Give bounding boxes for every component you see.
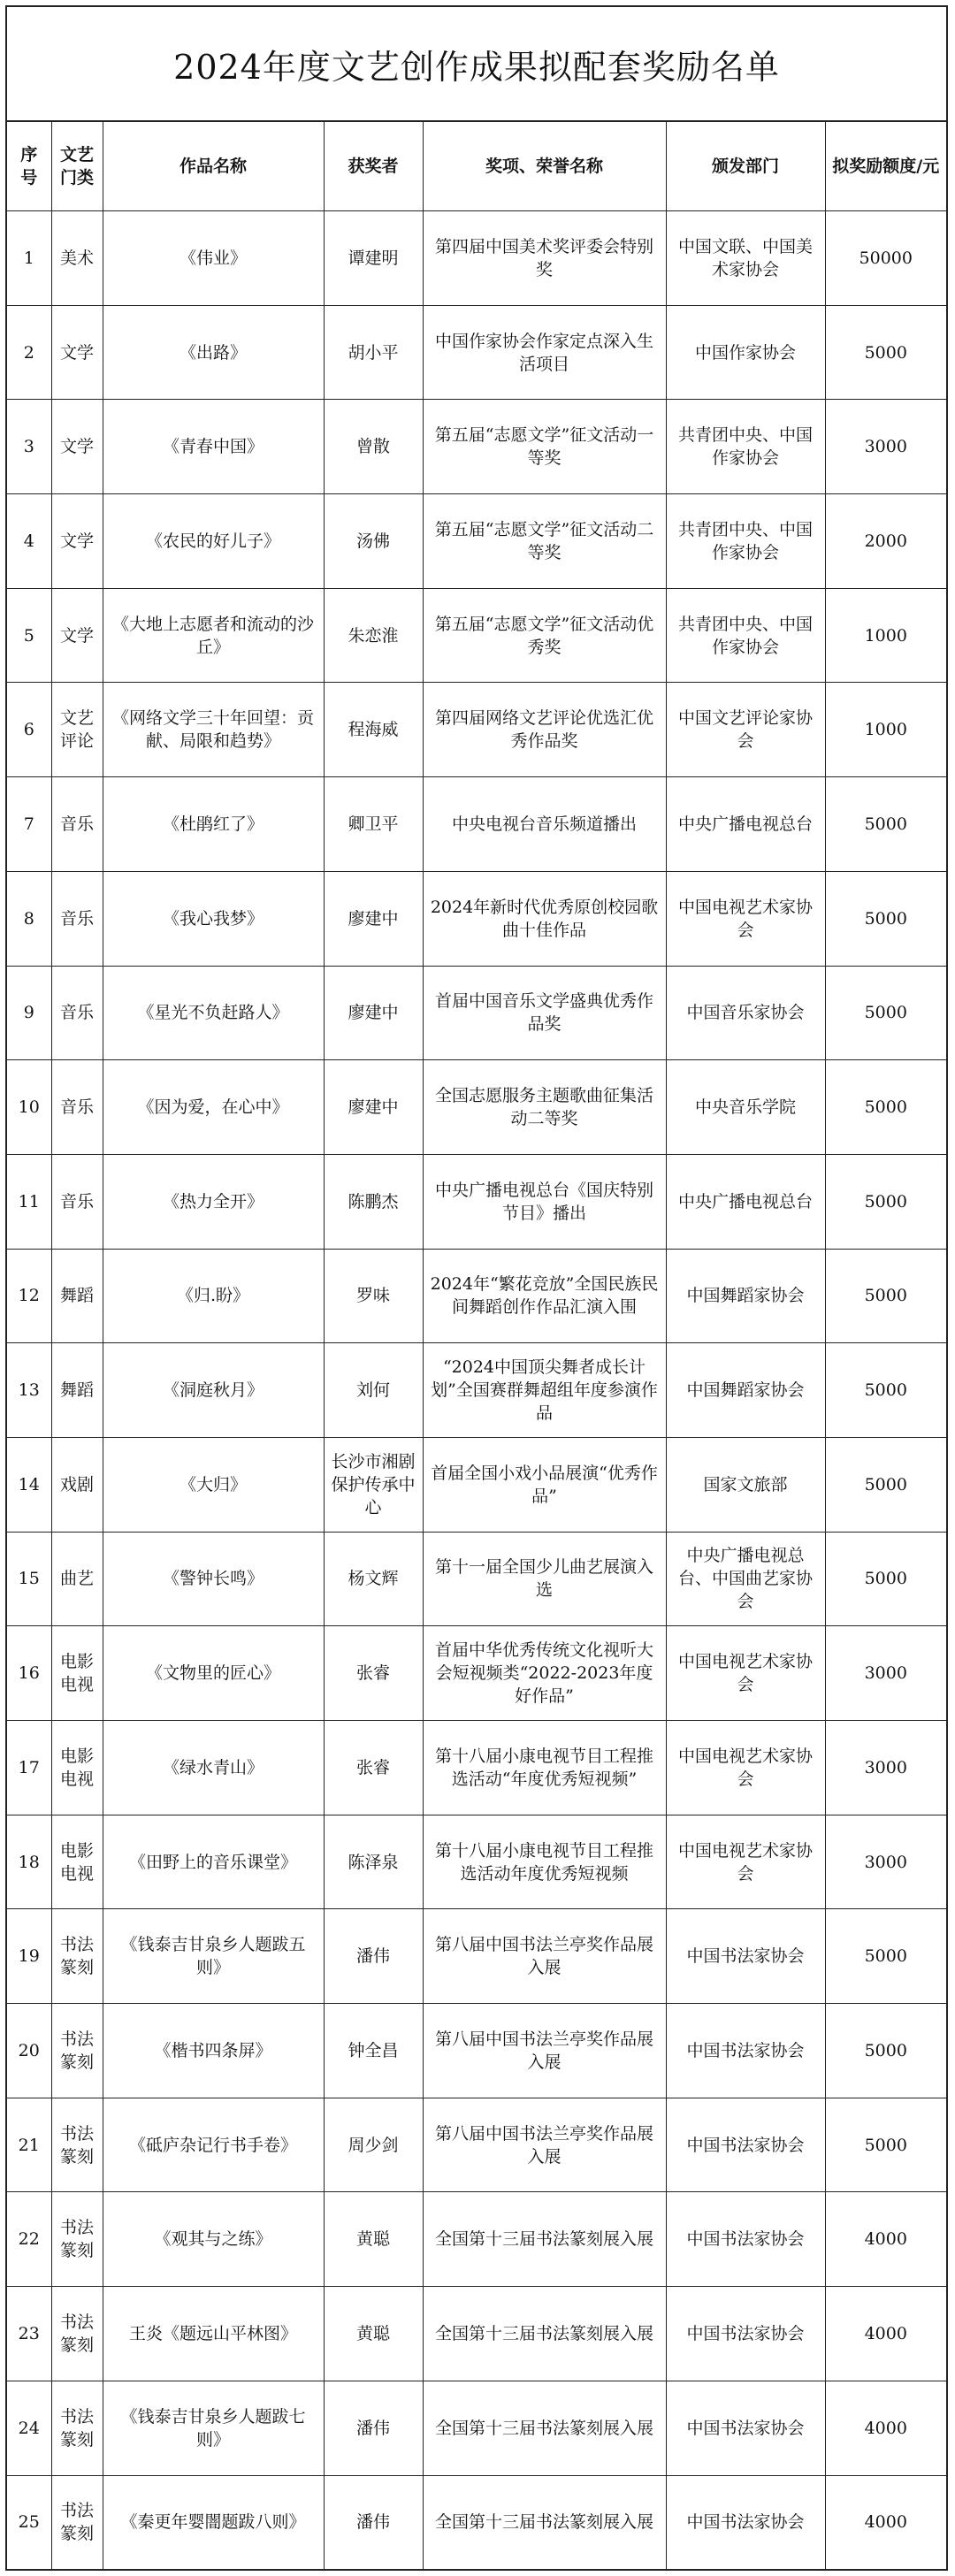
col-category-cell: 书法篆刻	[51, 2287, 103, 2381]
col-category-cell: 书法篆刻	[51, 2004, 103, 2098]
col-index-cell: 22	[7, 2192, 51, 2287]
col-amount-cell: 5000	[825, 2098, 946, 2192]
col-amount-cell: 5000	[825, 1154, 946, 1249]
col-award-name-cell: 全国第十三届书法篆刻展入展	[423, 2192, 666, 2287]
col-winner-cell: 黄聪	[324, 2192, 423, 2287]
table-row	[7, 2475, 946, 2570]
col-issuer-cell: 中央音乐学院	[666, 1060, 825, 1155]
col-winner-cell: 罗味	[324, 1249, 423, 1343]
col-work-title-cell: 《洞庭秋月》	[103, 1343, 324, 1438]
table-row	[7, 1532, 946, 1626]
col-award-name-cell: 第八届中国书法兰亭奖作品展入展	[423, 2098, 666, 2192]
col-issuer-cell: 中国舞蹈家协会	[666, 1249, 825, 1343]
title-box	[7, 7, 946, 122]
col-issuer-cell: 中国文艺评论家协会	[666, 683, 825, 777]
col-award-name-cell: “2024中国顶尖舞者成长计划”全国赛群舞超组年度参演作品	[423, 1343, 666, 1438]
col-award-name-cell: 首届全国小戏小品展演“优秀作品”	[423, 1437, 666, 1532]
col-index-cell: 6	[7, 683, 51, 777]
col-work-title-cell: 《文物里的匠心》	[103, 1626, 324, 1721]
col-work-title-cell: 《砥庐杂记行书手卷》	[103, 2098, 324, 2192]
col-issuer-cell: 中国文联、中国美术家协会	[666, 211, 825, 306]
col-winner-cell: 刘何	[324, 1343, 423, 1438]
document-page	[5, 5, 948, 2571]
table-row	[7, 871, 946, 966]
col-work-title-cell: 《网络文学三十年回望：贡献、局限和趋势》	[103, 683, 324, 777]
col-amount-cell: 3000	[825, 400, 946, 494]
table-row	[7, 2192, 946, 2287]
col-issuer-cell: 中国电视艺术家协会	[666, 1721, 825, 1815]
col-winner-cell: 潘伟	[324, 2475, 423, 2570]
table-row	[7, 683, 946, 777]
col-category-cell: 舞蹈	[51, 1343, 103, 1438]
col-award-name-cell: 中央电视台音乐频道播出	[423, 777, 666, 872]
col-work-title-cell: 《秦更年婴闇题跋八则》	[103, 2475, 324, 2570]
col-issuer-cell: 中国音乐家协会	[666, 966, 825, 1060]
col-work-title-cell: 《农民的好儿子》	[103, 494, 324, 589]
table-row	[7, 1721, 946, 1815]
col-issuer-cell: 共青团中央、中国作家协会	[666, 494, 825, 589]
col-index-cell: 16	[7, 1626, 51, 1721]
col-winner-cell: 廖建中	[324, 966, 423, 1060]
col-work-title-cell: 《警钟长鸣》	[103, 1532, 324, 1626]
col-award-name-cell: 第十八届小康电视节目工程推选活动年度优秀短视频	[423, 1815, 666, 1909]
col-issuer-cell: 中国电视艺术家协会	[666, 1626, 825, 1721]
col-category-cell: 文学	[51, 305, 103, 400]
col-category-cell: 文学	[51, 494, 103, 589]
col-work-title-cell: 《归.盼》	[103, 1249, 324, 1343]
table-row	[7, 1815, 946, 1909]
col-index-cell: 2	[7, 305, 51, 400]
col-winner-cell: 胡小平	[324, 305, 423, 400]
header-col-work-title: 作品名称	[103, 122, 324, 211]
col-award-name-cell: 中国作家协会作家定点深入生活项目	[423, 305, 666, 400]
col-award-name-cell: 全国志愿服务主题歌曲征集活动二等奖	[423, 1060, 666, 1155]
col-award-name-cell: 2024年新时代优秀原创校园歌曲十佳作品	[423, 871, 666, 966]
col-work-title-cell: 《绿水青山》	[103, 1721, 324, 1815]
col-issuer-cell: 中央广播电视总台	[666, 1154, 825, 1249]
col-category-cell: 书法篆刻	[51, 2475, 103, 2570]
col-issuer-cell: 中国书法家协会	[666, 2004, 825, 2098]
col-amount-cell: 3000	[825, 1721, 946, 1815]
col-category-cell: 戏剧	[51, 1437, 103, 1532]
col-category-cell: 电影电视	[51, 1721, 103, 1815]
col-index-cell: 10	[7, 1060, 51, 1155]
col-winner-cell: 陈泽泉	[324, 1815, 423, 1909]
col-winner-cell: 钟全昌	[324, 2004, 423, 2098]
col-winner-cell: 朱恋淮	[324, 588, 423, 683]
col-index-cell: 14	[7, 1437, 51, 1532]
col-category-cell: 文学	[51, 588, 103, 683]
col-work-title-cell: 《热力全开》	[103, 1154, 324, 1249]
col-amount-cell: 5000	[825, 305, 946, 400]
col-amount-cell: 5000	[825, 2004, 946, 2098]
header-row	[7, 122, 946, 211]
col-amount-cell: 5000	[825, 1343, 946, 1438]
col-index-cell: 25	[7, 2475, 51, 2570]
col-category-cell: 音乐	[51, 1060, 103, 1155]
col-index-cell: 8	[7, 871, 51, 966]
table-row	[7, 2098, 946, 2192]
col-work-title-cell: 王炎《题远山平林图》	[103, 2287, 324, 2381]
table-row	[7, 2381, 946, 2475]
table-row	[7, 588, 946, 683]
col-winner-cell: 张睿	[324, 1721, 423, 1815]
table-row	[7, 1437, 946, 1532]
col-category-cell: 曲艺	[51, 1532, 103, 1626]
col-index-cell: 18	[7, 1815, 51, 1909]
col-amount-cell: 5000	[825, 1909, 946, 2004]
col-index-cell: 1	[7, 211, 51, 306]
header-col-issuer: 颁发部门	[666, 122, 825, 211]
col-category-cell: 电影电视	[51, 1626, 103, 1721]
col-index-cell: 17	[7, 1721, 51, 1815]
col-index-cell: 12	[7, 1249, 51, 1343]
col-winner-cell: 曾散	[324, 400, 423, 494]
col-work-title-cell: 《伟业》	[103, 211, 324, 306]
table-row	[7, 2004, 946, 2098]
col-winner-cell: 谭建明	[324, 211, 423, 306]
table-row	[7, 1626, 946, 1721]
col-work-title-cell: 《田野上的音乐课堂》	[103, 1815, 324, 1909]
col-category-cell: 文学	[51, 400, 103, 494]
col-work-title-cell: 《钱泰吉甘泉乡人题跋五则》	[103, 1909, 324, 2004]
col-issuer-cell: 中央广播电视总台	[666, 777, 825, 872]
col-issuer-cell: 国家文旅部	[666, 1437, 825, 1532]
col-index-cell: 21	[7, 2098, 51, 2192]
col-index-cell: 7	[7, 777, 51, 872]
col-category-cell: 书法篆刻	[51, 1909, 103, 2004]
header-col-category: 文艺门类	[51, 122, 103, 211]
col-amount-cell: 4000	[825, 2475, 946, 2570]
col-amount-cell: 5000	[825, 777, 946, 872]
col-category-cell: 美术	[51, 211, 103, 306]
table-row	[7, 1909, 946, 2004]
col-category-cell: 音乐	[51, 777, 103, 872]
col-amount-cell: 5000	[825, 966, 946, 1060]
col-category-cell: 音乐	[51, 871, 103, 966]
col-award-name-cell: 首届中国音乐文学盛典优秀作品奖	[423, 966, 666, 1060]
col-winner-cell: 卿卫平	[324, 777, 423, 872]
col-award-name-cell: 全国第十三届书法篆刻展入展	[423, 2381, 666, 2475]
col-category-cell: 书法篆刻	[51, 2192, 103, 2287]
col-work-title-cell: 《大地上志愿者和流动的沙丘》	[103, 588, 324, 683]
table-row	[7, 305, 946, 400]
col-amount-cell: 4000	[825, 2381, 946, 2475]
col-index-cell: 24	[7, 2381, 51, 2475]
col-award-name-cell: 第五届“志愿文学”征文活动一等奖	[423, 400, 666, 494]
col-amount-cell: 4000	[825, 2287, 946, 2381]
table-row	[7, 400, 946, 494]
table-row	[7, 2287, 946, 2381]
col-award-name-cell: 第八届中国书法兰亭奖作品展入展	[423, 2004, 666, 2098]
col-category-cell: 电影电视	[51, 1815, 103, 1909]
col-category-cell: 书法篆刻	[51, 2098, 103, 2192]
table-row	[7, 211, 946, 306]
table-row	[7, 966, 946, 1060]
col-winner-cell: 黄聪	[324, 2287, 423, 2381]
col-award-name-cell: 第四届中国美术奖评委会特别奖	[423, 211, 666, 306]
col-winner-cell: 汤佛	[324, 494, 423, 589]
col-index-cell: 20	[7, 2004, 51, 2098]
col-category-cell: 音乐	[51, 1154, 103, 1249]
table-body	[7, 211, 946, 2570]
col-index-cell: 3	[7, 400, 51, 494]
col-category-cell: 书法篆刻	[51, 2381, 103, 2475]
header-col-index: 序号	[7, 122, 51, 211]
col-category-cell: 文艺评论	[51, 683, 103, 777]
col-award-name-cell: 第八届中国书法兰亭奖作品展入展	[423, 1909, 666, 2004]
col-issuer-cell: 中国书法家协会	[666, 2192, 825, 2287]
col-winner-cell: 长沙市湘剧保护传承中心	[324, 1437, 423, 1532]
col-winner-cell: 潘伟	[324, 2381, 423, 2475]
col-winner-cell: 程海威	[324, 683, 423, 777]
award-table	[7, 122, 946, 2570]
col-award-name-cell: 第五届“志愿文学”征文活动优秀奖	[423, 588, 666, 683]
col-amount-cell: 1000	[825, 588, 946, 683]
col-work-title-cell: 《星光不负赶路人》	[103, 966, 324, 1060]
col-issuer-cell: 中国电视艺术家协会	[666, 1815, 825, 1909]
col-amount-cell: 3000	[825, 1626, 946, 1721]
col-award-name-cell: 全国第十三届书法篆刻展入展	[423, 2287, 666, 2381]
header-col-award-name: 奖项、荣誉名称	[423, 122, 666, 211]
col-award-name-cell: 第十一届全国少儿曲艺展演入选	[423, 1532, 666, 1626]
col-winner-cell: 潘伟	[324, 1909, 423, 2004]
table-row	[7, 1060, 946, 1155]
col-amount-cell: 50000	[825, 211, 946, 306]
col-amount-cell: 1000	[825, 683, 946, 777]
col-issuer-cell: 中国电视艺术家协会	[666, 871, 825, 966]
col-award-name-cell: 第十八届小康电视节目工程推选活动“年度优秀短视频”	[423, 1721, 666, 1815]
col-issuer-cell: 中国书法家协会	[666, 2287, 825, 2381]
col-work-title-cell: 《楷书四条屏》	[103, 2004, 324, 2098]
col-work-title-cell: 《杜鹃红了》	[103, 777, 324, 872]
col-work-title-cell: 《大归》	[103, 1437, 324, 1532]
col-issuer-cell: 中国作家协会	[666, 305, 825, 400]
col-issuer-cell: 中国舞蹈家协会	[666, 1343, 825, 1438]
col-winner-cell: 周少剑	[324, 2098, 423, 2192]
col-issuer-cell: 共青团中央、中国作家协会	[666, 588, 825, 683]
col-award-name-cell: 中央广播电视总台《国庆特别节目》播出	[423, 1154, 666, 1249]
col-issuer-cell: 中国书法家协会	[666, 2098, 825, 2192]
col-work-title-cell: 《观其与之练》	[103, 2192, 324, 2287]
col-amount-cell: 5000	[825, 1249, 946, 1343]
col-amount-cell: 2000	[825, 494, 946, 589]
col-award-name-cell: 第五届“志愿文学”征文活动二等奖	[423, 494, 666, 589]
header-col-winner: 获奖者	[324, 122, 423, 211]
col-winner-cell: 陈鹏杰	[324, 1154, 423, 1249]
col-index-cell: 5	[7, 588, 51, 683]
col-award-name-cell: 第四届网络文艺评论优选汇优秀作品奖	[423, 683, 666, 777]
col-index-cell: 13	[7, 1343, 51, 1438]
col-issuer-cell: 中国书法家协会	[666, 2475, 825, 2570]
col-award-name-cell: 首届中华优秀传统文化视听大会短视频类“2022-2023年度好作品”	[423, 1626, 666, 1721]
col-issuer-cell: 共青团中央、中国作家协会	[666, 400, 825, 494]
col-index-cell: 4	[7, 494, 51, 589]
table-row	[7, 1154, 946, 1249]
col-amount-cell: 3000	[825, 1815, 946, 1909]
page-title: 2024年度文艺创作成果拟配套奖励名单	[173, 47, 780, 87]
col-amount-cell: 5000	[825, 1532, 946, 1626]
col-winner-cell: 廖建中	[324, 871, 423, 966]
col-amount-cell: 5000	[825, 1060, 946, 1155]
col-work-title-cell: 《因为爱，在心中》	[103, 1060, 324, 1155]
table-row	[7, 494, 946, 589]
col-category-cell: 舞蹈	[51, 1249, 103, 1343]
col-issuer-cell: 中国书法家协会	[666, 1909, 825, 2004]
col-work-title-cell: 《青春中国》	[103, 400, 324, 494]
col-index-cell: 23	[7, 2287, 51, 2381]
col-amount-cell: 5000	[825, 1437, 946, 1532]
col-issuer-cell: 中央广播电视总台、中国曲艺家协会	[666, 1532, 825, 1626]
col-amount-cell: 5000	[825, 871, 946, 966]
col-issuer-cell: 中国书法家协会	[666, 2381, 825, 2475]
col-winner-cell: 张睿	[324, 1626, 423, 1721]
col-work-title-cell: 《钱泰吉甘泉乡人题跋七则》	[103, 2381, 324, 2475]
col-award-name-cell: 2024年“繁花竞放”全国民族民间舞蹈创作作品汇演入围	[423, 1249, 666, 1343]
col-winner-cell: 杨文辉	[324, 1532, 423, 1626]
col-index-cell: 15	[7, 1532, 51, 1626]
col-index-cell: 11	[7, 1154, 51, 1249]
col-winner-cell: 廖建中	[324, 1060, 423, 1155]
table-row	[7, 777, 946, 872]
header-col-amount: 拟奖励额度/元	[825, 122, 946, 211]
col-index-cell: 19	[7, 1909, 51, 2004]
col-category-cell: 音乐	[51, 966, 103, 1060]
col-work-title-cell: 《出路》	[103, 305, 324, 400]
col-work-title-cell: 《我心我梦》	[103, 871, 324, 966]
table-row	[7, 1249, 946, 1343]
col-amount-cell: 4000	[825, 2192, 946, 2287]
col-award-name-cell: 全国第十三届书法篆刻展入展	[423, 2475, 666, 2570]
col-index-cell: 9	[7, 966, 51, 1060]
table-row	[7, 1343, 946, 1438]
